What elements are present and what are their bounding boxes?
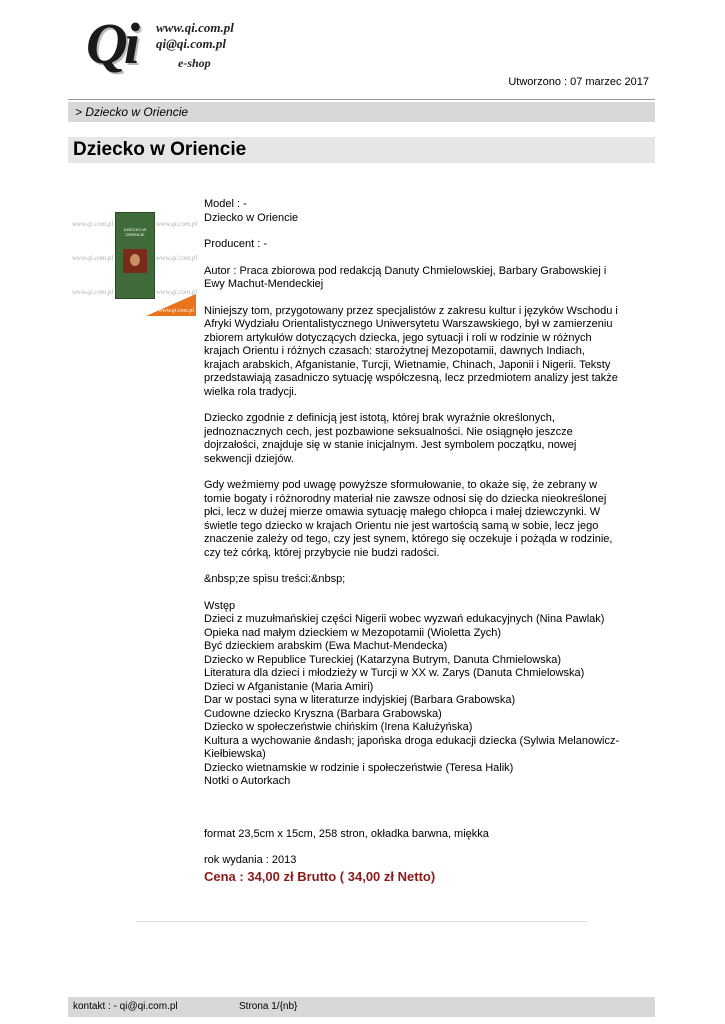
format-line: format 23,5cm x 15cm, 258 stron, okładka barwna, miękka: [204, 827, 489, 840]
book-cover: [115, 212, 155, 299]
model-line: Model : -: [204, 198, 247, 210]
toc-item: Literatura dla dzieci i młodzieży w Turcji w XX w. Zarys (Danuta Chmielowska): [204, 667, 585, 679]
watermark-text: www.qi.com.pl: [72, 254, 114, 262]
breadcrumb: > Dziecko w Oriencie: [68, 102, 655, 122]
logo-email: qi@qi.com.pl: [156, 36, 227, 51]
product-name: Dziecko w Oriencie: [204, 211, 299, 224]
footer-page-number: Strona 1/{nb}: [239, 1001, 298, 1012]
description-paragraph: Gdy weźmiemy pod uwagę powyższe sformułowanie, to okaże się, że zebrany w tomie bogaty i różnorodny materiał nie zawsze odnosi się do dziecka nieokreślonej płci, lecz w dużej mierze omawia sytuację małego chłopca i małej dziewczynki. W świetle tego dziecko w krajach Orientu nie jest wartością samą w sobie, lecz jego znaczenie zależy od tego, czy jest synem, którego się oczekuje i pożąda w rodzinie, czy też córką, której przybycie nie budzi radości.: [204, 479, 613, 559]
corner-ribbon-text: www.qi.com.pl: [158, 308, 194, 314]
logo-tagline: e-shop: [178, 56, 211, 70]
table-of-contents: [204, 600, 620, 789]
toc-item: Notki o Autorkach: [204, 775, 291, 787]
watermark-text: www.qi.com.pl: [156, 220, 198, 228]
header-divider: [68, 99, 655, 100]
toc-item: Dzieci w Afganistanie (Maria Amiri): [204, 680, 374, 693]
product-details: [204, 198, 620, 883]
toc-item: Dziecko wietnamskie w rodzinie i społeczeństwie (Teresa Halik): [204, 761, 514, 774]
book-cover-illustration: [123, 249, 147, 273]
toc-item: Dziecko w Republice Tureckiej (Katarzyna Butrym, Danuta Chmielowska): [204, 653, 562, 666]
footer-contact: kontakt : - qi@qi.com.pl: [73, 1001, 178, 1012]
year-line: rok wydania : 2013: [204, 854, 297, 866]
author-line: Autor : Praca zbiorowa pod redakcją Danuty Chmielowskiej, Barbary Grabowskiej i Ewy Machut-Mendeckiej: [204, 264, 607, 290]
logo-mark: Qi: [86, 11, 136, 76]
logo-website: www.qi.com.pl: [156, 20, 234, 35]
description-paragraph: Niniejszy tom, przygotowany przez specjalistów z zakresu kultur i języków Wschodu i Afryki Wydziału Orientalistycznego Uniwersytetu Warszawskiego, był w zamierzeniu zbiorem artykułów dotyczących dziecka, jego sytuacji i roli w rodzinie w różnych krajach Orientu i różnych czasach: starożytnej Mezopotamii, dawnych Indiach, krajach arabskich, Afganistanie, Turcji, Wietnamie, Chinach, Japonii i Nigerii. Teksty przedstawiają zasadniczo sytuację współczesną, lecz przedmiotem analizy jest także wielka rola tradycji.: [204, 304, 618, 398]
toc-heading: &nbsp;ze spisu treści:&nbsp;: [204, 573, 346, 585]
description-paragraph: Dziecko zgodnie z definicją jest istotą, której brak wyraźnie określonych, jednoznacznych cech, jest pozbawione seksualności. Nie osiągnęło jeszcze dojrzałości, znajduje się w stanie inicjalnym. Jest symbolem początku, nowej sekwencji dziejów.: [204, 412, 577, 465]
watermark-text: www.qi.com.pl: [156, 254, 198, 262]
watermark-text: www.qi.com.pl: [156, 288, 198, 296]
toc-item: Kultura a wychowanie &ndash; japońska droga edukacji dziecka (Sylwia Melanowicz-Kiełbiewska): [204, 734, 620, 760]
product-thumbnail: [70, 196, 196, 316]
toc-item: Być dzieckiem arabskim (Ewa Machut-Mendecka): [204, 640, 448, 652]
toc-item: Dzieci z muzułmańskiej części Nigerii wobec wyzwań edukacyjnych (Nina Pawlak): [204, 613, 605, 625]
producer-line: Producent : -: [204, 238, 267, 250]
watermark-text: www.qi.com.pl: [72, 288, 114, 296]
toc-item: Dar w postaci syna w literaturze indyjskiej (Barbara Grabowska): [204, 694, 516, 706]
page-footer: [68, 997, 655, 1017]
toc-item: Wstęp: [204, 599, 236, 612]
toc-item: Opieka nad małym dzieckiem w Mezopotamii (Wioletta Zych): [204, 626, 502, 639]
shop-logo: [82, 11, 298, 76]
page-title: Dziecko w Oriencie: [68, 137, 655, 163]
content-divider: [137, 921, 587, 922]
book-cover-title: DZIECKO W ORIENCIE: [123, 227, 147, 237]
price-line: Cena : 34,00 zł Brutto ( 34,00 zł Netto): [204, 868, 436, 884]
toc-item: Cudowne dziecko Kryszna (Barbara Grabowska): [204, 707, 442, 720]
watermark-text: www.qi.com.pl: [72, 220, 114, 228]
toc-item: Dziecko w społeczeństwie chińskim (Irena Kałużyńska): [204, 721, 473, 733]
created-date: Utworzono : 07 marzec 2017: [508, 76, 649, 88]
